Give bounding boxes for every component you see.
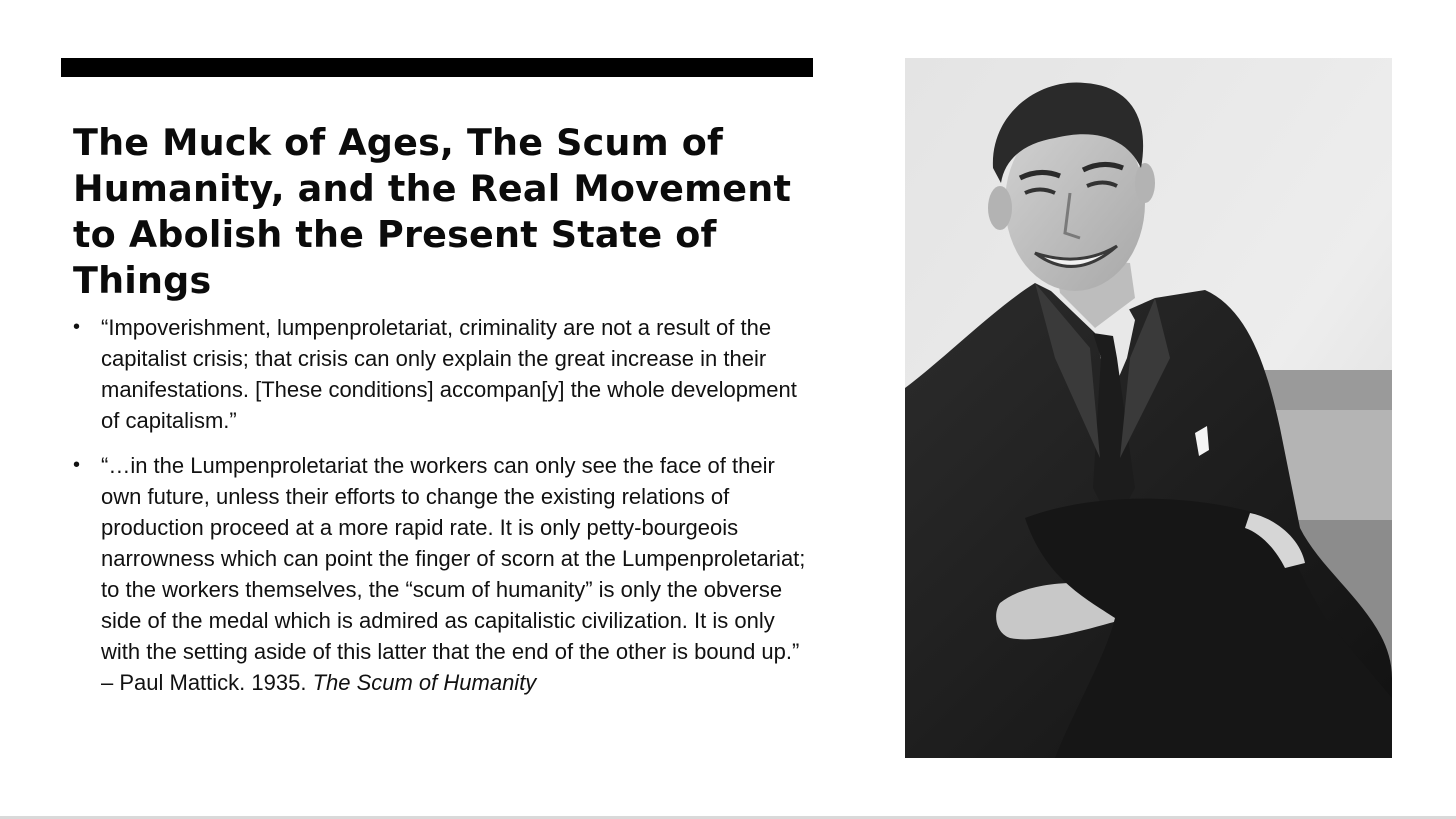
list-item <box>73 312 813 436</box>
citation-title: The Scum of Humanity <box>312 670 537 695</box>
quote-text: “Impoverishment, lumpenproletariat, criminality are not a result of the capitalist crisis; that crisis can only explain the great increase in their manifestations. [These conditions] accompan[y] the whole development of capitalism.” <box>101 315 797 433</box>
portrait-image <box>905 58 1392 758</box>
bullet-icon: • <box>73 454 81 476</box>
portrait-photo <box>905 58 1392 758</box>
slide-title: The Muck of Ages, The Scum of Humanity, and the Real Movement to Abolish the Present State of Things <box>73 121 792 302</box>
bullet-icon: • <box>73 316 81 338</box>
list-item <box>73 450 813 698</box>
title-accent-bar <box>61 58 813 77</box>
quote-list <box>73 312 813 712</box>
quote-text: “…in the Lumpenproletariat the workers can only see the face of their own future, unless their efforts to change the existing relations of production proceed at a more rapid rate. It is only petty-bourgeois narrowness which can point the finger of scorn at the Lumpenproletariat; to the workers themselves, the “scum of humanity” is only the obverse side of the medal which is admired as capitalistic civilization. It is only with the setting aside of this latter that the end of the other is bound up.” – Paul Mattick. 1935. <box>101 453 806 695</box>
